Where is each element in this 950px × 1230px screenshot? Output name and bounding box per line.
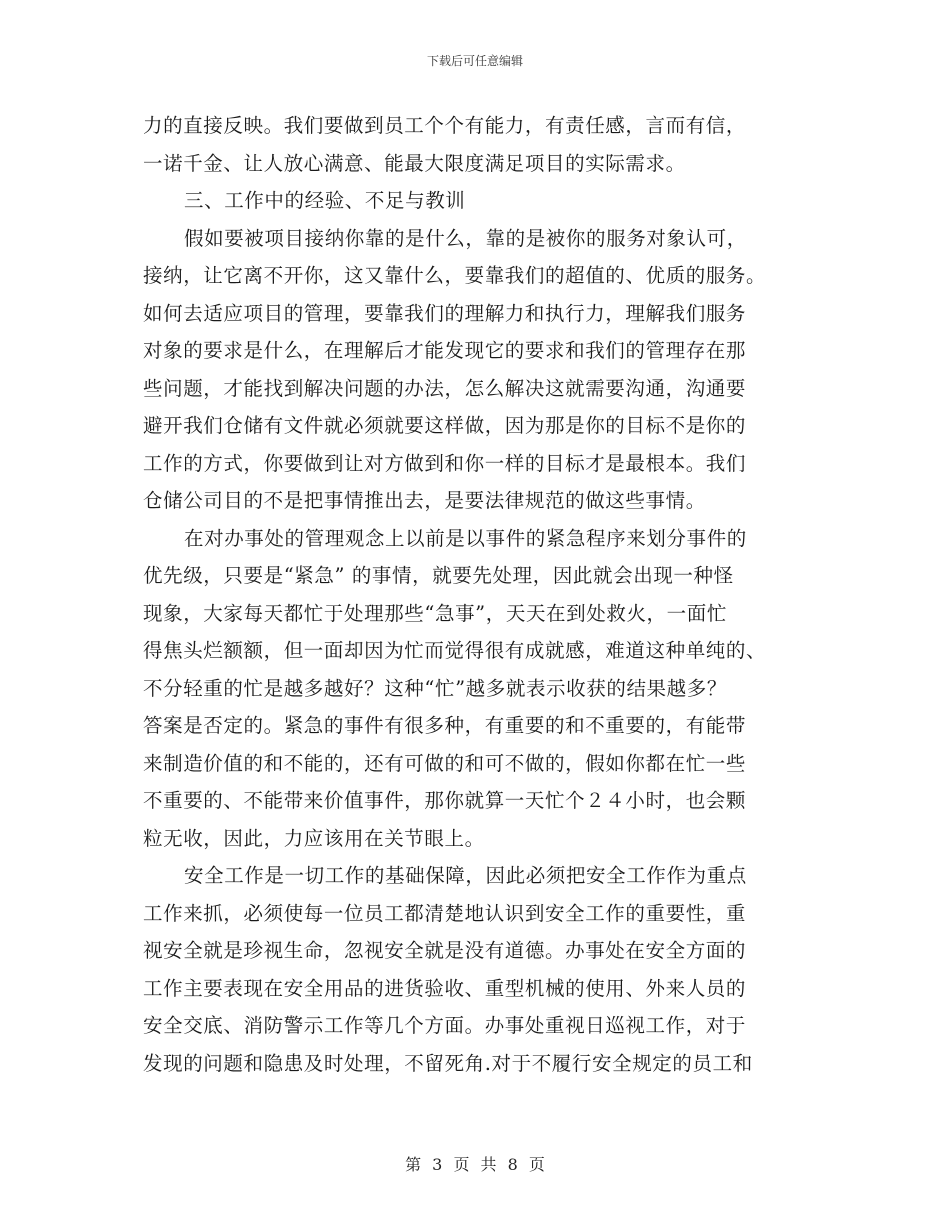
section-heading: 三、工作中的经验、不足与教训: [184, 189, 466, 212]
text-line: 避开我们仓储有文件就必须就要这样做，因为那是你的目标不是你的: [143, 414, 747, 437]
text-line: 视安全就是珍视生命，忽视安全就是没有道德。办事处在安全方面的: [143, 939, 747, 962]
paragraph-first-line: 假如要被项目接纳你靠的是什么，靠的是被你的服务对象认可，: [184, 226, 747, 250]
text-line: 工作来抓，必须使每一位员工都清楚地认识到安全工作的重要性，重: [143, 901, 747, 925]
text-line: 接纳，让它离不开你，这又靠什么，要靠我们的超值的、优质的服务。: [143, 264, 767, 287]
text-line: 工作主要表现在安全用品的进货验收、重型机械的使用、外来人员的: [143, 976, 747, 1000]
text-line: 一诺千金、让人放心满意、能最大限度满足项目的实际需求。: [143, 151, 686, 175]
paragraph-first-line: 安全工作是一切工作的基础保障，因此必须把安全工作作为重点: [184, 864, 747, 887]
text-line: 现象，大家每天都忙于处理那些“急事”，天天在到处救火，一面忙: [143, 601, 727, 625]
text-line: 不分轻重的忙是越多越好？这种“忙”越多就表示收获的结果越多？: [143, 676, 727, 700]
page-header: 下载后可任意编辑: [426, 54, 523, 68]
text-line: 粒无收，因此，力应该用在关节眼上。: [143, 826, 485, 850]
text-line: 工作的方式，你要做到让对方做到和你一样的目标才是最根本。我们: [143, 451, 747, 475]
text-line: 如何去适应项目的管理，要靠我们的理解力和执行力，理解我们服务: [143, 301, 747, 325]
paragraph-first-line: 在对办事处的管理观念上以前是以事件的紧急程序来划分事件的: [184, 526, 747, 550]
text-line: 来制造价值的和不能的，还有可做的和可不做的，假如你都在忙一些: [143, 751, 747, 775]
text-line: 答案是否定的。紧急的事件有很多种，有重要的和不重要的，有能带: [143, 714, 747, 737]
text-line: 仓储公司目的不是把事情推出去，是要法律规范的做这些事情。: [143, 489, 706, 512]
text-line: 优先级，只要是“紧急” 的事情，就要先处理，因此就会出现一种怪: [143, 564, 734, 587]
text-line: 些问题，才能找到解决问题的办法，怎么解决这就需要沟通，沟通要: [143, 376, 747, 400]
text-line: 对象的要求是什么，在理解后才能发现它的要求和我们的管理存在那: [143, 339, 747, 362]
text-line: 不重要的、不能带来价值事件，那你就算一天忙个２４小时，也会颗: [143, 789, 747, 812]
text-line: 力的直接反映。我们要做到员工个个有能力，有责任感，言而有信，: [143, 114, 747, 137]
text-line: 安全交底、消防警示工作等几个方面。办事处重视日巡视工作，对于: [143, 1014, 747, 1037]
text-line: 得焦头烂额额，但一面却因为忙而觉得很有成就感，难道这种单纯的、: [143, 639, 767, 662]
page-number-footer: 第 3 页 共 8 页: [405, 1155, 545, 1174]
text-line: 发现的问题和隐患及时处理，不留死角.对于不履行安全规定的员工和: [143, 1051, 753, 1075]
document-body: [143, 107, 813, 1082]
